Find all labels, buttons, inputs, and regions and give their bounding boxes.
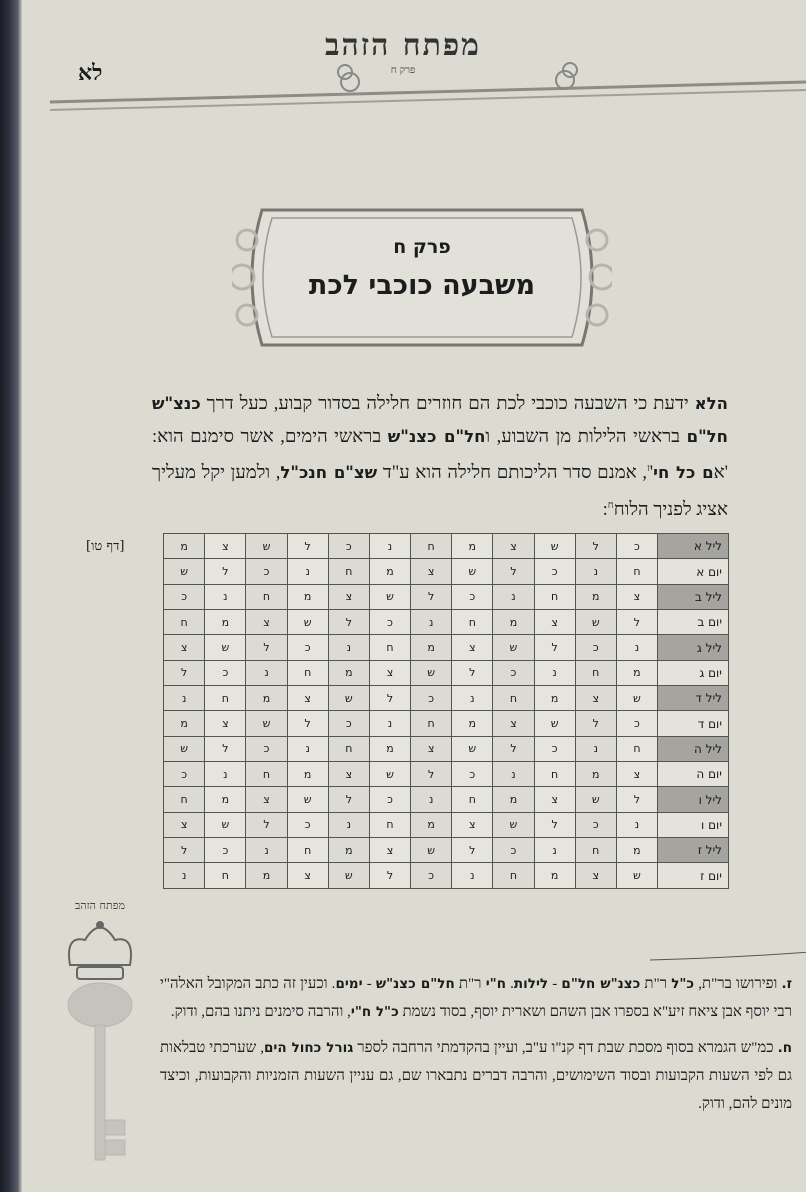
text: , שערכתי טבלאות גם לפי השעות הקבועות ובסוד השימושים, והרבה דברים נתבארו שם, גם עניין השעות הזמניות והקבועות, וכיצד מונים להם, ודוק.	[160, 1040, 792, 1112]
table-cell: נ	[246, 838, 287, 863]
text: . וכעין זה כתב המקובל האלה"י רבי יוסף אבן ציאח זיע"א בספרו אבן השהם ושארית יוסף, בסוד נשמת	[160, 976, 792, 1020]
table-cell: ש	[452, 559, 493, 584]
table-cell: מ	[534, 863, 575, 889]
table-cell: ל	[575, 534, 616, 559]
table-cell: מ	[575, 584, 616, 609]
table-cell: נ	[534, 660, 575, 685]
table-cell: נ	[164, 686, 205, 711]
table-cell: ש	[287, 787, 328, 812]
table-cell: ל	[575, 711, 616, 736]
table-row	[164, 686, 729, 711]
table-row	[164, 660, 729, 685]
table-cell: נ	[534, 838, 575, 863]
table-cell: צ	[534, 610, 575, 635]
table-cell: מ	[575, 762, 616, 787]
table-cell: נ	[369, 534, 410, 559]
table-row	[164, 610, 729, 635]
table-cell: נ	[287, 559, 328, 584]
table-cell: ל	[616, 610, 657, 635]
row-label: יום א	[658, 559, 729, 584]
table-cell: ח	[534, 762, 575, 787]
table-cell: מ	[287, 762, 328, 787]
table-cell: נ	[328, 635, 369, 660]
table-cell: צ	[205, 534, 246, 559]
table-cell: כ	[534, 736, 575, 761]
table-row	[164, 711, 729, 736]
table-cell: נ	[205, 584, 246, 609]
row-label: ליל ג	[658, 635, 729, 660]
table-cell: כ	[493, 660, 534, 685]
table-cell: ל	[452, 838, 493, 863]
footnote-ref-h[interactable]: ח	[607, 499, 614, 511]
row-label: ליל ה	[658, 736, 729, 761]
table-cell: צ	[493, 534, 534, 559]
key-crown-logo	[55, 895, 145, 1185]
table-cell: נ	[287, 736, 328, 761]
table-row	[164, 812, 729, 837]
table-cell: כ	[616, 711, 657, 736]
bold-text: לילות	[513, 976, 549, 992]
table-cell: מ	[287, 584, 328, 609]
row-label: יום ו	[658, 812, 729, 837]
table-cell: ח	[493, 863, 534, 889]
table-cell: כ	[205, 838, 246, 863]
bold-text: גורל כחול הים	[263, 1040, 354, 1056]
table-cell: ש	[534, 711, 575, 736]
table-cell: ש	[328, 686, 369, 711]
table-cell: ש	[164, 559, 205, 584]
table-cell: ח	[328, 559, 369, 584]
body-paragraph	[152, 388, 728, 526]
bold-text: כ"ל ח"י	[350, 1004, 399, 1020]
text: -	[548, 976, 562, 992]
table-cell: ח	[452, 787, 493, 812]
table-cell: ל	[411, 762, 452, 787]
table-cell: ח	[287, 838, 328, 863]
table-cell: ש	[369, 584, 410, 609]
table-cell: מ	[369, 559, 410, 584]
footnote-z	[160, 970, 792, 1026]
table-cell: צ	[452, 635, 493, 660]
text: :	[602, 499, 608, 520]
chapter-number: פרק ח	[393, 236, 451, 258]
table-cell: ח	[205, 686, 246, 711]
running-header-chapter: פרק ח	[390, 65, 416, 76]
table-cell: ש	[411, 660, 452, 685]
bold-text: ח"י	[485, 976, 506, 992]
text: ופירושו בר"ת,	[694, 976, 782, 992]
row-label: יום ז	[658, 863, 729, 889]
table-cell: כ	[205, 660, 246, 685]
row-label: יום ג	[658, 660, 729, 685]
table-cell: כ	[452, 584, 493, 609]
table-cell: ח	[246, 762, 287, 787]
table-cell: ל	[287, 534, 328, 559]
table-cell: מ	[328, 660, 369, 685]
table-cell: ח	[246, 584, 287, 609]
table-cell: ח	[616, 559, 657, 584]
table-cell: ש	[493, 635, 534, 660]
table-cell: כ	[246, 736, 287, 761]
table-cell: נ	[369, 711, 410, 736]
table-cell: ח	[575, 838, 616, 863]
table-cell: נ	[328, 812, 369, 837]
table-cell: צ	[411, 559, 452, 584]
table-row	[164, 635, 729, 660]
table-cell: צ	[411, 736, 452, 761]
table-cell: מ	[493, 787, 534, 812]
footnote-marker: ז.	[781, 976, 793, 992]
table-cell: כ	[411, 863, 452, 889]
row-label: ליל ד	[658, 686, 729, 711]
table-cell: ש	[164, 736, 205, 761]
table-cell: נ	[616, 812, 657, 837]
table-cell: מ	[493, 610, 534, 635]
table-row	[164, 787, 729, 812]
table-cell: צ	[287, 863, 328, 889]
table-cell: מ	[616, 838, 657, 863]
table-cell: ש	[205, 812, 246, 837]
table-cell: כ	[534, 559, 575, 584]
table-cell: כ	[246, 559, 287, 584]
table-cell: נ	[616, 635, 657, 660]
table-cell: נ	[575, 736, 616, 761]
running-header-title: מפתח הזהב	[325, 28, 481, 63]
table-cell: צ	[369, 838, 410, 863]
table-cell: ח	[452, 610, 493, 635]
table-cell: צ	[452, 812, 493, 837]
table-cell: צ	[246, 610, 287, 635]
table-cell: ש	[452, 736, 493, 761]
table-cell: ש	[575, 610, 616, 635]
table-cell: צ	[534, 787, 575, 812]
table-cell: ל	[369, 686, 410, 711]
table-cell: נ	[493, 584, 534, 609]
row-label: ליל א	[658, 534, 729, 559]
table-cell: צ	[493, 711, 534, 736]
table-cell: מ	[164, 711, 205, 736]
table-cell: צ	[287, 686, 328, 711]
row-label: יום ה	[658, 762, 729, 787]
table-cell: ש	[328, 863, 369, 889]
bold-text: כנצ"ש חל"ם	[152, 394, 728, 446]
table-row	[164, 534, 729, 559]
text: כמ"ש הגמרא בסוף מסכת שבת דף קנ"ו ע"ב, ועיין בהקדמתי הרחבה לספר	[353, 1040, 778, 1056]
text: ידעת כי השבעה כוכבי לכת הם חוזרים חלילה בסדור קבוע, כעל דרך	[200, 394, 695, 414]
table-cell: ש	[369, 762, 410, 787]
table-cell: נ	[411, 610, 452, 635]
table-cell: צ	[575, 863, 616, 889]
table-cell: צ	[164, 635, 205, 660]
bold-text: חל"ם כצנ"ש	[375, 976, 455, 992]
table-cell: ש	[246, 534, 287, 559]
text: ר"ת	[454, 976, 486, 992]
table-cell: כ	[411, 686, 452, 711]
table-cell: נ	[452, 686, 493, 711]
table-cell: נ	[411, 787, 452, 812]
table-cell: כ	[164, 584, 205, 609]
row-label: ליל ו	[658, 787, 729, 812]
bold-text: כצנ"ש חל"ם	[561, 976, 641, 992]
header-ornament-rule	[50, 60, 806, 120]
table-cell: כ	[287, 635, 328, 660]
table-cell: ש	[411, 838, 452, 863]
table-cell: צ	[575, 686, 616, 711]
table-cell: ל	[493, 559, 534, 584]
table-cell: ח	[164, 610, 205, 635]
table-cell: ש	[246, 711, 287, 736]
table-cell: ח	[205, 863, 246, 889]
table-cell: ל	[493, 736, 534, 761]
table-cell: מ	[328, 838, 369, 863]
table-cell: ל	[534, 812, 575, 837]
table-cell: צ	[369, 660, 410, 685]
table-cell: ש	[493, 812, 534, 837]
text: , ולמען יקל מעליך אציג לפניך הלוח	[152, 463, 728, 520]
table-cell: ח	[287, 660, 328, 685]
logo-text: מפתח הזהב	[74, 899, 126, 912]
table-cell: ח	[575, 660, 616, 685]
row-label: יום ב	[658, 610, 729, 635]
table-cell: צ	[616, 584, 657, 609]
table-cell: מ	[246, 863, 287, 889]
table-cell: נ	[493, 762, 534, 787]
table-cell: ח	[411, 534, 452, 559]
table-cell: ל	[205, 559, 246, 584]
table-row	[164, 559, 729, 584]
text: בראשי הלילות מן השבוע, ו	[485, 426, 687, 447]
page-number: לא	[78, 60, 103, 86]
table-cell: ח	[369, 812, 410, 837]
table-cell: כ	[369, 787, 410, 812]
table-cell: ל	[205, 736, 246, 761]
bold-text: כ"ל	[671, 976, 695, 992]
table-cell: מ	[164, 534, 205, 559]
table-cell: צ	[246, 787, 287, 812]
table-cell: מ	[452, 711, 493, 736]
table-cell: ל	[452, 660, 493, 685]
text: '	[649, 463, 654, 484]
table-row	[164, 584, 729, 609]
text: , אמנם סדר הליכותם חלילה הוא ע"ד	[377, 463, 647, 484]
table-cell: ח	[493, 686, 534, 711]
table-cell: ל	[616, 787, 657, 812]
table-cell: ל	[369, 863, 410, 889]
table-cell: מ	[246, 686, 287, 711]
table-row	[164, 863, 729, 889]
table-cell: ש	[616, 686, 657, 711]
table-cell: נ	[246, 660, 287, 685]
table-cell: ש	[575, 787, 616, 812]
table-cell: ש	[534, 534, 575, 559]
table-row	[164, 762, 729, 787]
text: , והרבה סימנים ניתנו בהם, ודוק.	[170, 1004, 351, 1020]
footnote-separator	[650, 952, 806, 962]
table-cell: מ	[369, 736, 410, 761]
text: ר"ת	[640, 976, 672, 992]
table-cell: ל	[328, 787, 369, 812]
table-cell: ל	[411, 584, 452, 609]
table-cell: ש	[205, 635, 246, 660]
table-cell: מ	[205, 610, 246, 635]
footnote-h	[160, 1034, 792, 1118]
table-cell: כ	[328, 534, 369, 559]
row-label: ליל ז	[658, 838, 729, 863]
table-cell: צ	[164, 812, 205, 837]
text: בראשי הימים, אשר סימנם הוא: 'א	[152, 426, 729, 484]
bold-text: חל"ם כצנ"ש	[387, 426, 486, 446]
footnote-ref-z[interactable]: ז	[647, 463, 650, 474]
table-cell: ל	[164, 660, 205, 685]
row-label: יום ד	[658, 711, 729, 736]
table-cell: כ	[575, 635, 616, 660]
table-cell: ח	[616, 736, 657, 761]
table-cell: כ	[575, 812, 616, 837]
row-label: ליל ב	[658, 584, 729, 609]
bold-text: ם כל חי	[653, 463, 714, 483]
book-edge	[0, 0, 22, 1192]
chapter-title: משבעה כוכבי לכת	[308, 270, 536, 301]
table-cell: ש	[287, 610, 328, 635]
table-cell: כ	[164, 762, 205, 787]
table-cell: ח	[164, 787, 205, 812]
table-cell: כ	[452, 762, 493, 787]
table-cell: מ	[534, 686, 575, 711]
table-cell: ל	[287, 711, 328, 736]
table-cell: נ	[575, 559, 616, 584]
table-cell: ח	[369, 635, 410, 660]
table-cell: ח	[534, 584, 575, 609]
footnote-marker: ח.	[777, 1040, 792, 1056]
table-cell: ל	[246, 635, 287, 660]
bold-text: שצ"ם חנכ"ל	[280, 463, 378, 483]
table-row	[164, 736, 729, 761]
table-cell: מ	[616, 660, 657, 685]
table-cell: צ	[328, 762, 369, 787]
table-cell: מ	[205, 787, 246, 812]
footnotes	[160, 970, 792, 1126]
table-cell: צ	[205, 711, 246, 736]
planetary-hours-table	[163, 533, 729, 889]
text: .	[506, 976, 514, 992]
table-cell: כ	[493, 838, 534, 863]
table-cell: מ	[411, 635, 452, 660]
table-cell: כ	[328, 711, 369, 736]
table-cell: צ	[328, 584, 369, 609]
text: -	[362, 976, 376, 992]
margin-reference: [דף טו]	[86, 539, 125, 554]
table-cell: ח	[328, 736, 369, 761]
table-row	[164, 838, 729, 863]
table-cell: ל	[246, 812, 287, 837]
table-cell: ל	[164, 838, 205, 863]
table-cell: כ	[616, 534, 657, 559]
table-cell: מ	[452, 534, 493, 559]
table-cell: צ	[616, 762, 657, 787]
table-cell: נ	[164, 863, 205, 889]
table-cell: כ	[369, 610, 410, 635]
lead-word: הלא	[694, 394, 728, 413]
table-cell: נ	[452, 863, 493, 889]
table-cell: מ	[411, 812, 452, 837]
table-cell: נ	[205, 762, 246, 787]
table-cell: כ	[287, 812, 328, 837]
bold-text: ימים	[335, 976, 363, 992]
table-cell: ש	[616, 863, 657, 889]
table-cell: ח	[411, 711, 452, 736]
table-cell: ל	[534, 635, 575, 660]
table-cell: ל	[328, 610, 369, 635]
